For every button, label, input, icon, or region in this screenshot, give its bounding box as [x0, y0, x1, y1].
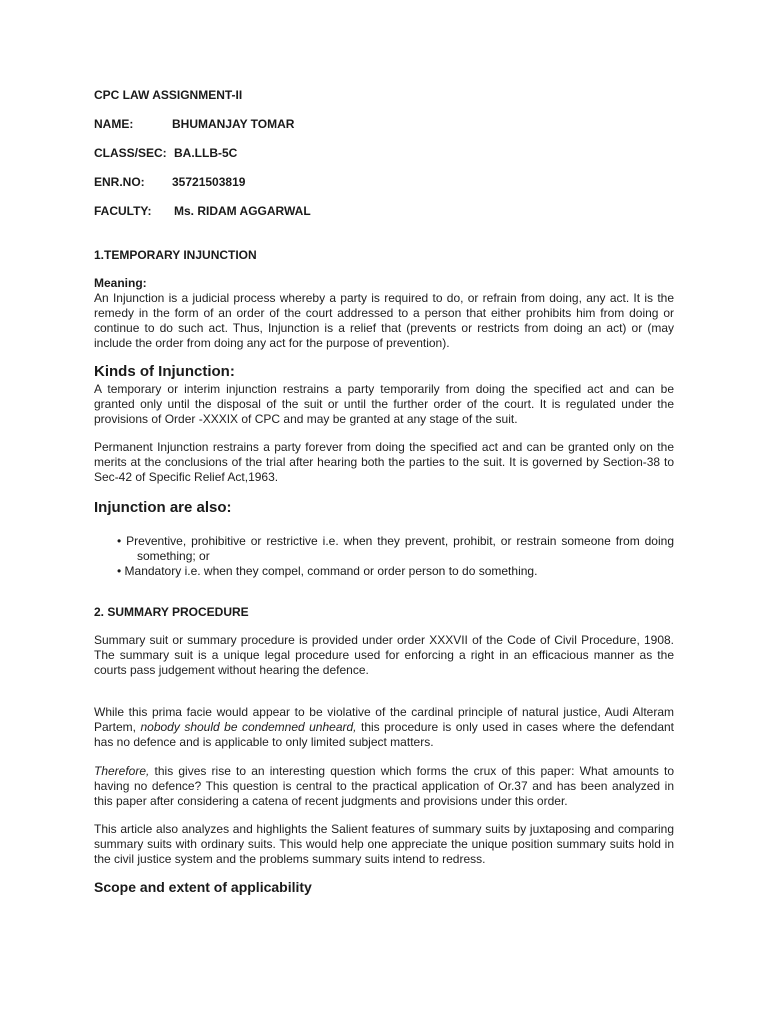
enr-label: ENR.NO: [94, 175, 145, 189]
summary-paragraph-3 [94, 764, 674, 809]
faculty-value: Ms. RIDAM AGGARWAL [174, 204, 311, 218]
class-value: BA.LLB-5C [174, 146, 238, 160]
enr-value: 35721503819 [172, 175, 246, 189]
name-value: BHUMANJAY TOMAR [172, 117, 295, 131]
section2-heading: 2. SUMMARY PROCEDURE [94, 605, 249, 619]
paragraph-text: While this prima facie would appear to be violative of the cardinal principle of natural justice, Audi Alteram Partem, [94, 705, 674, 734]
injunction-types-list [117, 534, 674, 579]
summary-paragraph-1: Summary suit or summary procedure is provided under order XXXVII of the Code of Civil Procedure, 1908. The summary suit is a unique legal procedure used for enforcing a right in an efficacious manner as the courts pass judgement without hearing the defence. [94, 633, 674, 677]
kinds-paragraph-temporary: A temporary or interim injunction restrains a party temporarily from doing the specified act and can be granted only until the disposal of the suit or until the further order of the court. It is regulated under the provisions of Order -XXXIX of CPC and may be granted at any stage of the suit. [94, 382, 674, 426]
section1-heading: 1.TEMPORARY INJUNCTION [94, 248, 257, 262]
list-item: • Preventive, prohibitive or restrictive i.e. when they prevent, prohibit, or restrain someone from doing something; or [117, 534, 674, 563]
faculty-label: FACULTY: [94, 204, 152, 218]
injunction-also-heading: Injunction are also: [94, 499, 232, 516]
italic-phrase: nobody should be condemned unheard, [140, 720, 357, 734]
paragraph-text: this gives rise to an interesting question which forms the crux of this paper: What amounts to having no defence? This question is central to the practical application of Or.37 and has been analyzed in this paper after considering a catena of recent judgments and provisions under this order. [94, 764, 674, 808]
summary-paragraph-2 [94, 705, 674, 750]
name-label: NAME: [94, 117, 134, 131]
list-item: • Mandatory i.e. when they compel, command or order person to do something. [117, 564, 538, 578]
summary-paragraph-4: This article also analyzes and highlights the Salient features of summary suits by juxtaposing and comparing summary suits with ordinary suits. This would help one appreciate the unique position summary suits hold in the civil justice system and the problems summary suits intend to redress. [94, 822, 674, 866]
paragraph-text: this procedure is only used in cases where the defendant has no defence and is applicable to only limited subject matters. [94, 720, 675, 749]
document-title: CPC LAW ASSIGNMENT-II [94, 88, 243, 102]
italic-phrase: Therefore, [94, 764, 150, 778]
meaning-label: Meaning: [94, 276, 147, 290]
scope-heading: Scope and extent of applicability [94, 879, 312, 895]
kinds-heading: Kinds of Injunction: [94, 363, 235, 380]
class-label: CLASS/SEC: [94, 146, 167, 160]
kinds-paragraph-permanent: Permanent Injunction restrains a party forever from doing the specified act and can be granted only on the merits at the conclusions of the trial after hearing both the parties to the suit. It is governed by Section-38 to Sec-42 of Specific Relief Act,1963. [94, 440, 674, 484]
meaning-paragraph: An Injunction is a judicial process whereby a party is required to do, or refrain from doing, any act. It is the remedy in the form of an order of the court addressed to a person that either prohibits him from doing or continue to do such act. Thus, Injunction is a relief that (prevents or restricts from doing an act) or (may include the order from doing any act for the purpose of prevention). [94, 291, 674, 350]
